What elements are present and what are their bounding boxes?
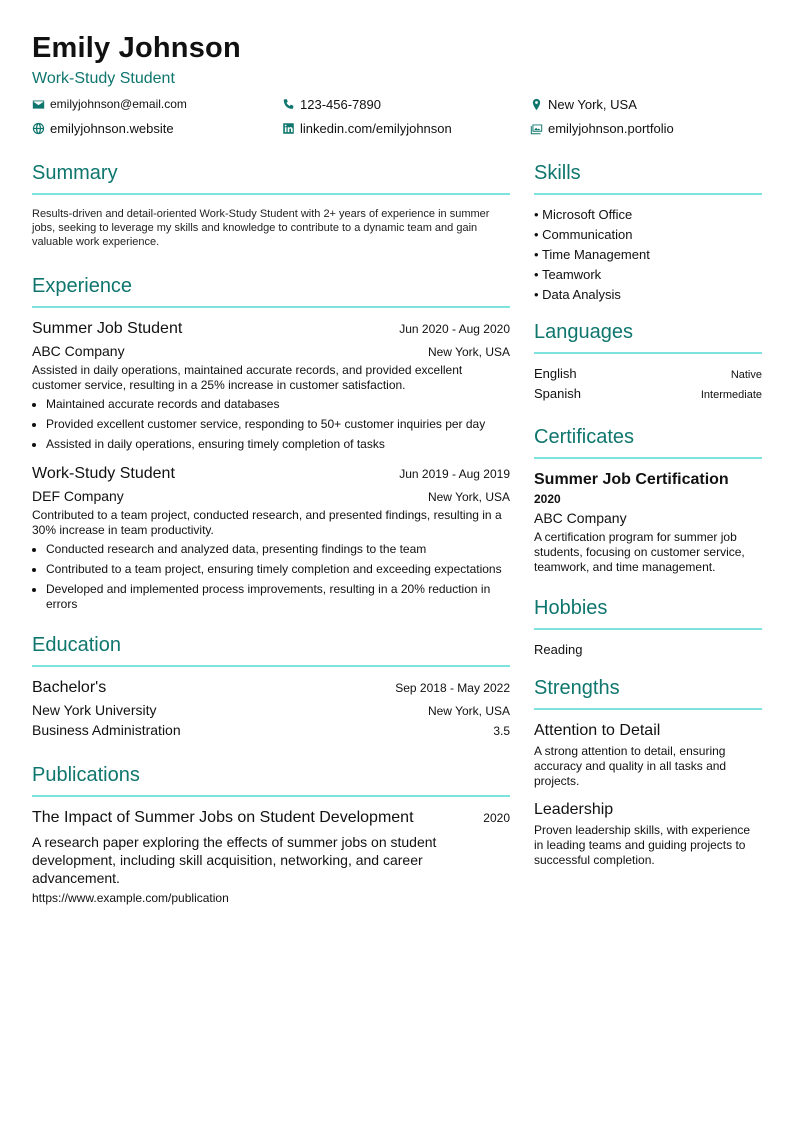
publication-link[interactable]: https://www.example.com/publication	[32, 891, 229, 905]
strength-description: A strong attention to detail, ensuring accuracy and quality in all tasks and projects.	[534, 744, 727, 788]
linkedin-text: linkedin.com/emilyjohnson	[300, 121, 452, 136]
contact-phone[interactable]	[282, 97, 381, 112]
email-text: emilyjohnson@email.com	[50, 97, 187, 111]
job-location: New York, USA	[427, 345, 510, 359]
section-title-education: Education	[32, 634, 121, 656]
summary-section	[32, 160, 510, 249]
publications-section	[32, 762, 510, 905]
degree: Bachelor's	[32, 679, 107, 696]
language-level: Native	[730, 369, 762, 381]
skill-item: • Teamwork	[534, 267, 602, 282]
hobby-item: Reading	[534, 642, 583, 657]
job-entry	[32, 320, 510, 452]
section-divider	[32, 665, 510, 667]
section-title-hobbies: Hobbies	[534, 597, 608, 619]
job-title: Work-Study Student	[32, 465, 175, 482]
section-title-publications: Publications	[32, 764, 140, 786]
languages-section	[534, 319, 762, 406]
summary-text: Results-driven and detail-oriented Work-Study Student with 2+ years of experience in summer jobs, seeking to leverage my skills and knowledge to contribute to a dynamic team and gain valuable work experience.	[32, 208, 490, 248]
publication-title: The Impact of Summer Jobs on Student Development	[32, 809, 414, 826]
skill-item: • Time Management	[534, 247, 650, 262]
phone-text: 123-456-7890	[300, 97, 381, 112]
job-bullets	[32, 542, 510, 612]
gpa: 3.5	[493, 724, 510, 738]
contact-email[interactable]	[32, 97, 187, 111]
certificate-org: ABC Company	[534, 510, 627, 526]
location-text: New York, USA	[548, 97, 637, 112]
school: New York University	[32, 702, 157, 718]
publication-description: A research paper exploring the effects of summer jobs on student development, including skill acquisition, networking, and career advancement.	[32, 834, 437, 886]
certificate-title: Summer Job Certification	[534, 471, 729, 488]
section-divider	[32, 306, 510, 308]
language-row	[534, 366, 762, 386]
section-title-summary: Summary	[32, 162, 118, 184]
school-location: New York, USA	[427, 704, 510, 718]
skill-item: • Data Analysis	[534, 287, 621, 302]
section-divider	[534, 457, 762, 459]
candidate-role: Work-Study Student	[32, 70, 175, 87]
job-dates: Jun 2019 - Aug 2019	[399, 467, 510, 481]
section-title-experience: Experience	[32, 275, 133, 297]
phone-icon	[282, 98, 295, 111]
job-bullet: • Maintained accurate records and databases	[46, 397, 510, 412]
strength-title: Leadership	[534, 801, 614, 818]
job-dates: Jun 2020 - Aug 2020	[399, 322, 510, 336]
linkedin-icon	[282, 122, 295, 135]
language-name: English	[534, 366, 577, 381]
contact-location	[530, 97, 637, 112]
language-name: Spanish	[534, 386, 581, 401]
job-company: ABC Company	[32, 343, 125, 359]
location-pin-icon	[530, 98, 543, 111]
job-company: DEF Company	[32, 488, 124, 504]
contact-website[interactable]	[32, 121, 174, 136]
section-title-skills: Skills	[534, 162, 581, 184]
job-description: Contributed to a team project, conducted research, and presented findings, resulting in a 30% increase in team productivity.	[32, 508, 502, 537]
job-title: Summer Job Student	[32, 320, 183, 337]
skills-section	[534, 160, 762, 305]
right-column	[534, 160, 762, 868]
contact-linkedin[interactable]	[282, 121, 452, 136]
section-title-certificates: Certificates	[534, 426, 635, 448]
job-entry	[32, 465, 510, 612]
skill-item: • Communication	[534, 227, 633, 242]
certificate-year: 2020	[534, 492, 561, 506]
section-divider	[534, 628, 762, 630]
job-bullet: • Provided excellent customer service, responding to 50+ customer inquiries per day	[46, 417, 510, 432]
job-location: New York, USA	[427, 490, 510, 504]
portfolio-text: emilyjohnson.portfolio	[548, 121, 674, 136]
globe-icon	[32, 122, 45, 135]
left-column	[32, 160, 510, 905]
language-row	[534, 386, 762, 406]
certificates-section	[534, 424, 762, 575]
strength-description: Proven leadership skills, with experience in leading teams and guiding projects to successful completion.	[534, 823, 751, 867]
hobbies-section	[534, 595, 762, 657]
strength-title: Attention to Detail	[534, 722, 661, 739]
strengths-section	[534, 675, 762, 868]
certificate-description: A certification program for summer job students, focusing on customer service, teamwork, and time management.	[534, 530, 745, 574]
section-divider	[534, 352, 762, 354]
mail-icon	[32, 98, 45, 111]
job-bullet: • Conducted research and analyzed data, presenting findings to the team	[46, 542, 510, 557]
education-section	[32, 632, 510, 738]
section-divider	[32, 795, 510, 797]
section-divider	[534, 708, 762, 710]
section-divider	[32, 193, 510, 195]
job-bullet: • Assisted in daily operations, ensuring timely completion of tasks	[46, 437, 510, 452]
contact-portfolio[interactable]	[530, 121, 674, 136]
job-bullet: • Contributed to a team project, ensuring timely completion and exceeding expectations	[46, 562, 510, 577]
education-dates: Sep 2018 - May 2022	[395, 681, 510, 695]
field-of-study: Business Administration	[32, 722, 181, 738]
experience-section	[32, 273, 510, 612]
skill-item: • Microsoft Office	[534, 207, 633, 222]
section-divider	[534, 193, 762, 195]
publication-year: 2020	[483, 811, 510, 825]
website-text: emilyjohnson.website	[50, 121, 174, 136]
portfolio-image-icon	[530, 122, 543, 135]
job-bullet: • Developed and implemented process improvements, resulting in a 20% reduction in errors	[46, 582, 510, 612]
section-title-strengths: Strengths	[534, 677, 620, 699]
job-bullets	[32, 397, 510, 452]
job-description: Assisted in daily operations, maintained accurate records, and provided excellent customer service, resulting in a 25% increase in customer satisfaction.	[32, 363, 463, 392]
language-level: Intermediate	[700, 389, 762, 401]
candidate-name: Emily Johnson	[32, 32, 241, 64]
section-title-languages: Languages	[534, 321, 633, 343]
